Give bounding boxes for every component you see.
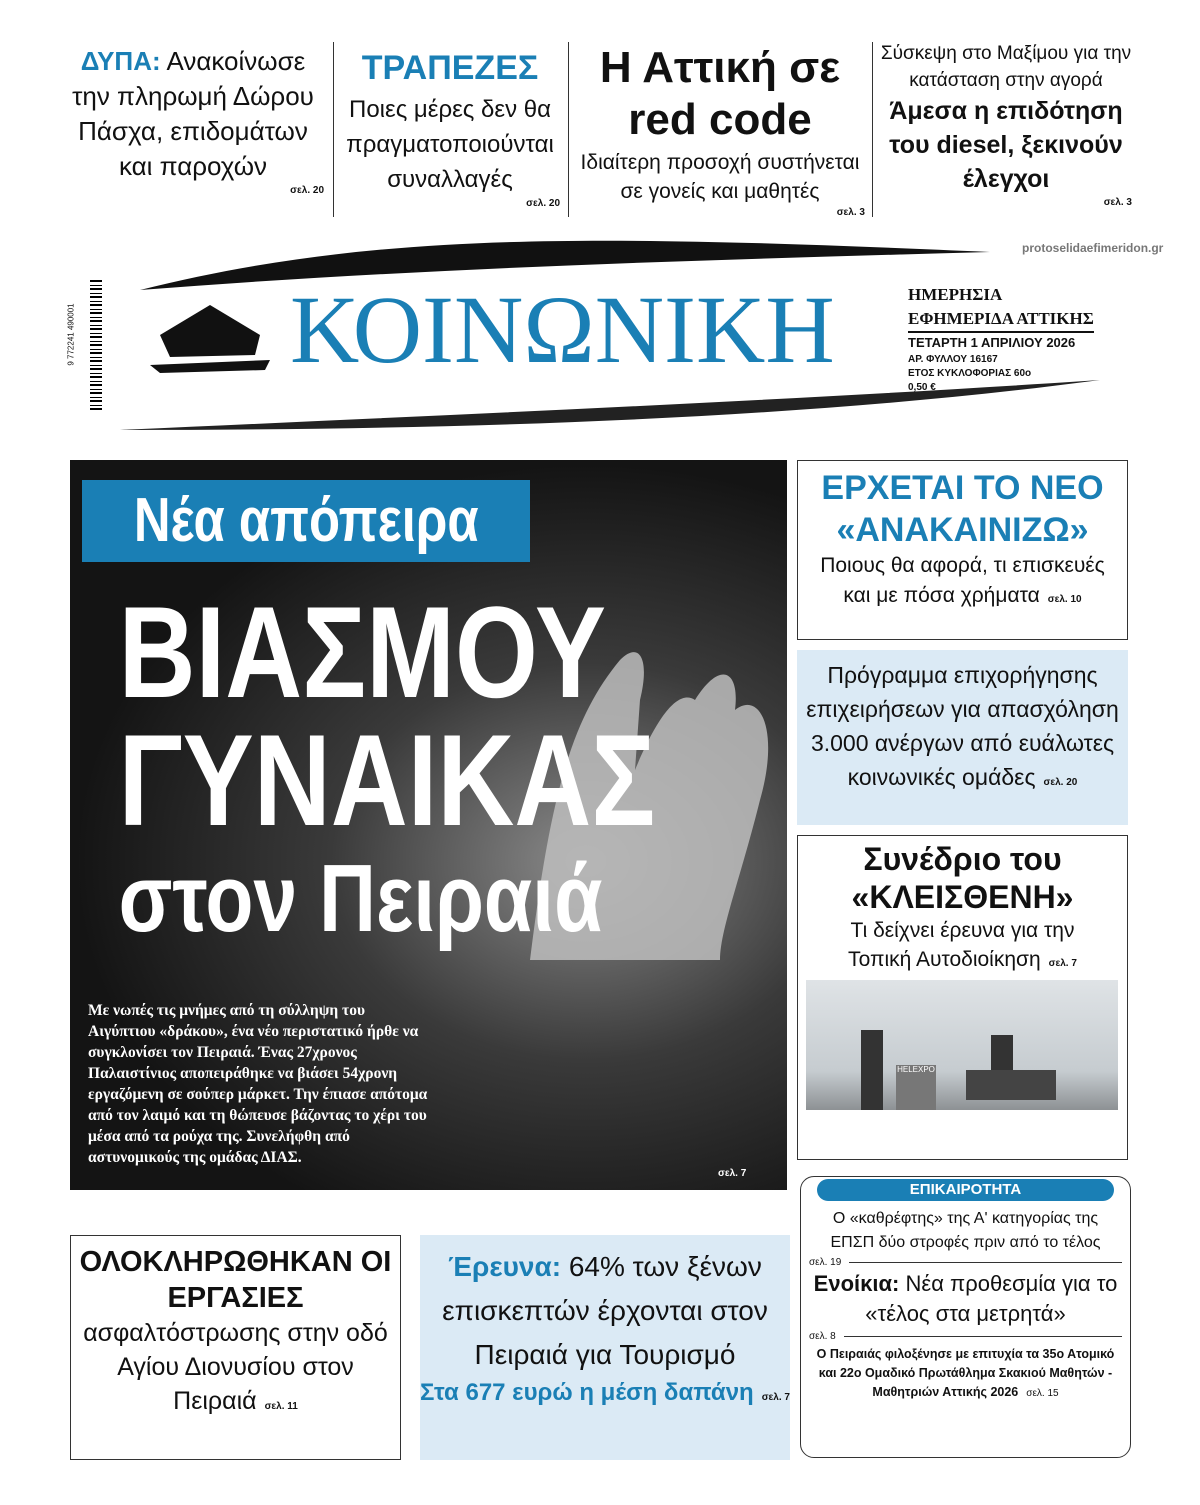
bottom-text: ασφαλτόστρωσης στην οδό Αγίου Διονυσίου στον Πειραιά (83, 1319, 388, 1415)
bottom-label: Έρευνα: (448, 1251, 562, 1282)
headline-line: ΒΙΑΣΜΟΥ (118, 579, 607, 725)
page-ref: σελ. 11 (264, 1401, 298, 1412)
headline-line: στον Πειραιά (118, 845, 603, 952)
side-title: Συνέδριο του «ΚΛΕΙΣΘΕΝΗ» (851, 841, 1074, 915)
ship-logo-icon (150, 295, 270, 375)
podium-label: HELEXPO (896, 1065, 936, 1110)
news-item[interactable] (809, 1345, 1122, 1402)
page-ref: σελ. 20 (526, 198, 560, 209)
top-story-attica[interactable] (575, 42, 865, 220)
barcode-number: 9 772241 490001 (66, 303, 76, 366)
top-label: Σύσκεψη στο Μαξίμου για την κατάσταση στην αγορά (880, 43, 1132, 91)
page-ref: σελ. 10 (1047, 594, 1082, 605)
divider (844, 1336, 1122, 1337)
main-headline (70, 579, 656, 954)
divider (568, 42, 569, 217)
issue-year: ΕΤΟΣ ΚΥΚΛΟΦΟΡΙΑΣ 60ο (908, 368, 1032, 379)
page-ref: σελ. 19 (809, 1256, 842, 1268)
page-ref: σελ. 3 (836, 207, 865, 218)
top-text: Άμεσα η επιδότηση του diesel, ξεκινούν έλεγχοι (889, 97, 1123, 193)
page-ref: σελ. 20 (290, 185, 324, 196)
divider (872, 42, 873, 217)
main-story[interactable] (70, 460, 787, 1190)
bottom-story-tourism[interactable] (420, 1235, 790, 1460)
source-watermark: protoselidaefimeridon.gr (1022, 241, 1164, 255)
bottom-text (420, 1235, 790, 1377)
masthead-sub1: ΗΜΕΡΗΣΙΑ (908, 285, 1003, 304)
side-story-grant[interactable] (797, 650, 1128, 825)
news-header: ΕΠΙΚΑΙΡΟΤΗΤΑ (817, 1179, 1114, 1201)
top-label: Η Αττική σε red code (599, 43, 841, 144)
issue-info (908, 336, 1075, 395)
main-kicker (82, 480, 530, 562)
main-kicker-text: Νέα απόπειρα (133, 486, 479, 555)
news-item[interactable] (809, 1207, 1122, 1255)
news-text: Ο «καθρέφτης» της Α' κατηγορίας της ΕΠΣΠ δύο στροφές πριν από το τέλος (830, 1210, 1101, 1251)
page-ref: σελ. 7 (761, 1392, 790, 1403)
news-text: Νέα προθεσμία για το «τέλος στα μετρητά» (865, 1271, 1118, 1326)
barcode (90, 280, 102, 410)
bottom-sub: Στα 677 ευρώ η μέση δαπάνη (420, 1379, 754, 1406)
top-text: Ποιες μέρες δεν θα πραγματοποιούνται συναλλαγές (346, 96, 554, 193)
bottom-title: ΟΛΟΚΛΗΡΩΘΗΚΑΝ ΟΙ ΕΡΓΑΣΙΕΣ (79, 1246, 392, 1314)
news-label: Ενοίκια: (813, 1271, 900, 1296)
side-text: Τι δείχνει έρευνα για την Τοπική Αυτοδιοίκηση (848, 919, 1075, 971)
side-story-anakainizo[interactable] (797, 460, 1128, 640)
page-ref: σελ. 7 (718, 1168, 747, 1179)
divider (333, 42, 334, 217)
page-ref: σελ. 8 (809, 1330, 836, 1342)
top-story-dypa[interactable] (62, 44, 324, 198)
headline-line: ΓΥΝΑΙΚΑΣ (118, 707, 656, 853)
issue-price: 0,50 € (908, 382, 936, 393)
issue-date: ΤΕΤΑΡΤΗ 1 ΑΠΡΙΛΙΟΥ 2026 (908, 335, 1076, 350)
masthead-info (908, 283, 1094, 333)
newspaper-title: ΚΟΙΝΩΝΙΚΗ (290, 276, 835, 383)
page-ref: σελ. 15 (1026, 1388, 1059, 1399)
side-title: ΕΡΧΕΤΑΙ ΤΟ ΝΕΟ «ΑΝΑΚΑΙΝΙΖΩ» (821, 469, 1104, 549)
bottom-text-body: 64% των ξένων επισκεπτών έρχονται στον Πειραιά για Τουρισμό (442, 1251, 768, 1370)
masthead-sub2: ΕΦΗΜΕΡΙΔΑ ΑΤΤΙΚΗΣ (908, 307, 1094, 333)
side-text: Πρόγραμμα επιχορήγησης επιχειρήσεων για απασχόληση 3.000 ανέργων από ευάλωτες κοινωνικές ομάδες (806, 662, 1119, 790)
divider (849, 1262, 1122, 1263)
top-text: Ανακοίνωσε την πληρωμή Δώρου Πάσχα, επιδομάτων και παροχών (72, 46, 314, 181)
top-label: ΤΡΑΠΕΖΕΣ (361, 49, 539, 87)
main-body: Με νωπές τις μνήμες από τη σύλληψη του Αιγύπτιου «δράκου», ένα νέο περιστατικό ήρθε να συγκλονίσει τον Πειραιά. Ένας 27χρονος Παλαιστίνιος αποπειράθηκε να βιάσει 54χρονη εργαζόμενη σε σούπερ μάρκετ. Την έπιασε απότομα από τον λαιμό και τη θώπευσε βάζοντας το χέρι του μέσα από τα ρούχα της. Συνελήφθη από αστυνομικούς της ομάδας ΔΙΑΣ. (88, 1002, 428, 1166)
news-item[interactable] (809, 1269, 1122, 1329)
top-label: ΔΥΠΑ: (80, 46, 161, 76)
page-ref: σελ. 20 (1043, 777, 1078, 788)
conference-photo (806, 980, 1118, 1110)
side-text: Ποιους θα αφορά, τι επισκευές και με πόσα χρήματα (820, 554, 1105, 607)
news-text: Ο Πειραιάς φιλοξένησε με επιτυχία τα 35ο Ατομικό και 22ο Ομαδικό Πρωτάθλημα Σκακιού Μαθητών - Μαθητριών Αττικής 2026 (816, 1347, 1115, 1399)
page-ref: σελ. 7 (1048, 958, 1077, 969)
issue-number: ΑΡ. ΦΥΛΛΟΥ 16167 (908, 354, 998, 365)
page-ref: σελ. 3 (1103, 197, 1132, 208)
bottom-story-asphalt[interactable] (70, 1235, 401, 1460)
top-text: Ιδιαίτερη προσοχή συστήνεται σε γονείς και μαθητές (580, 151, 860, 203)
top-story-banks[interactable] (340, 44, 560, 211)
top-story-maximou[interactable] (880, 40, 1132, 210)
side-story-kleisthenis[interactable] (797, 835, 1128, 1160)
news-box (800, 1176, 1131, 1458)
